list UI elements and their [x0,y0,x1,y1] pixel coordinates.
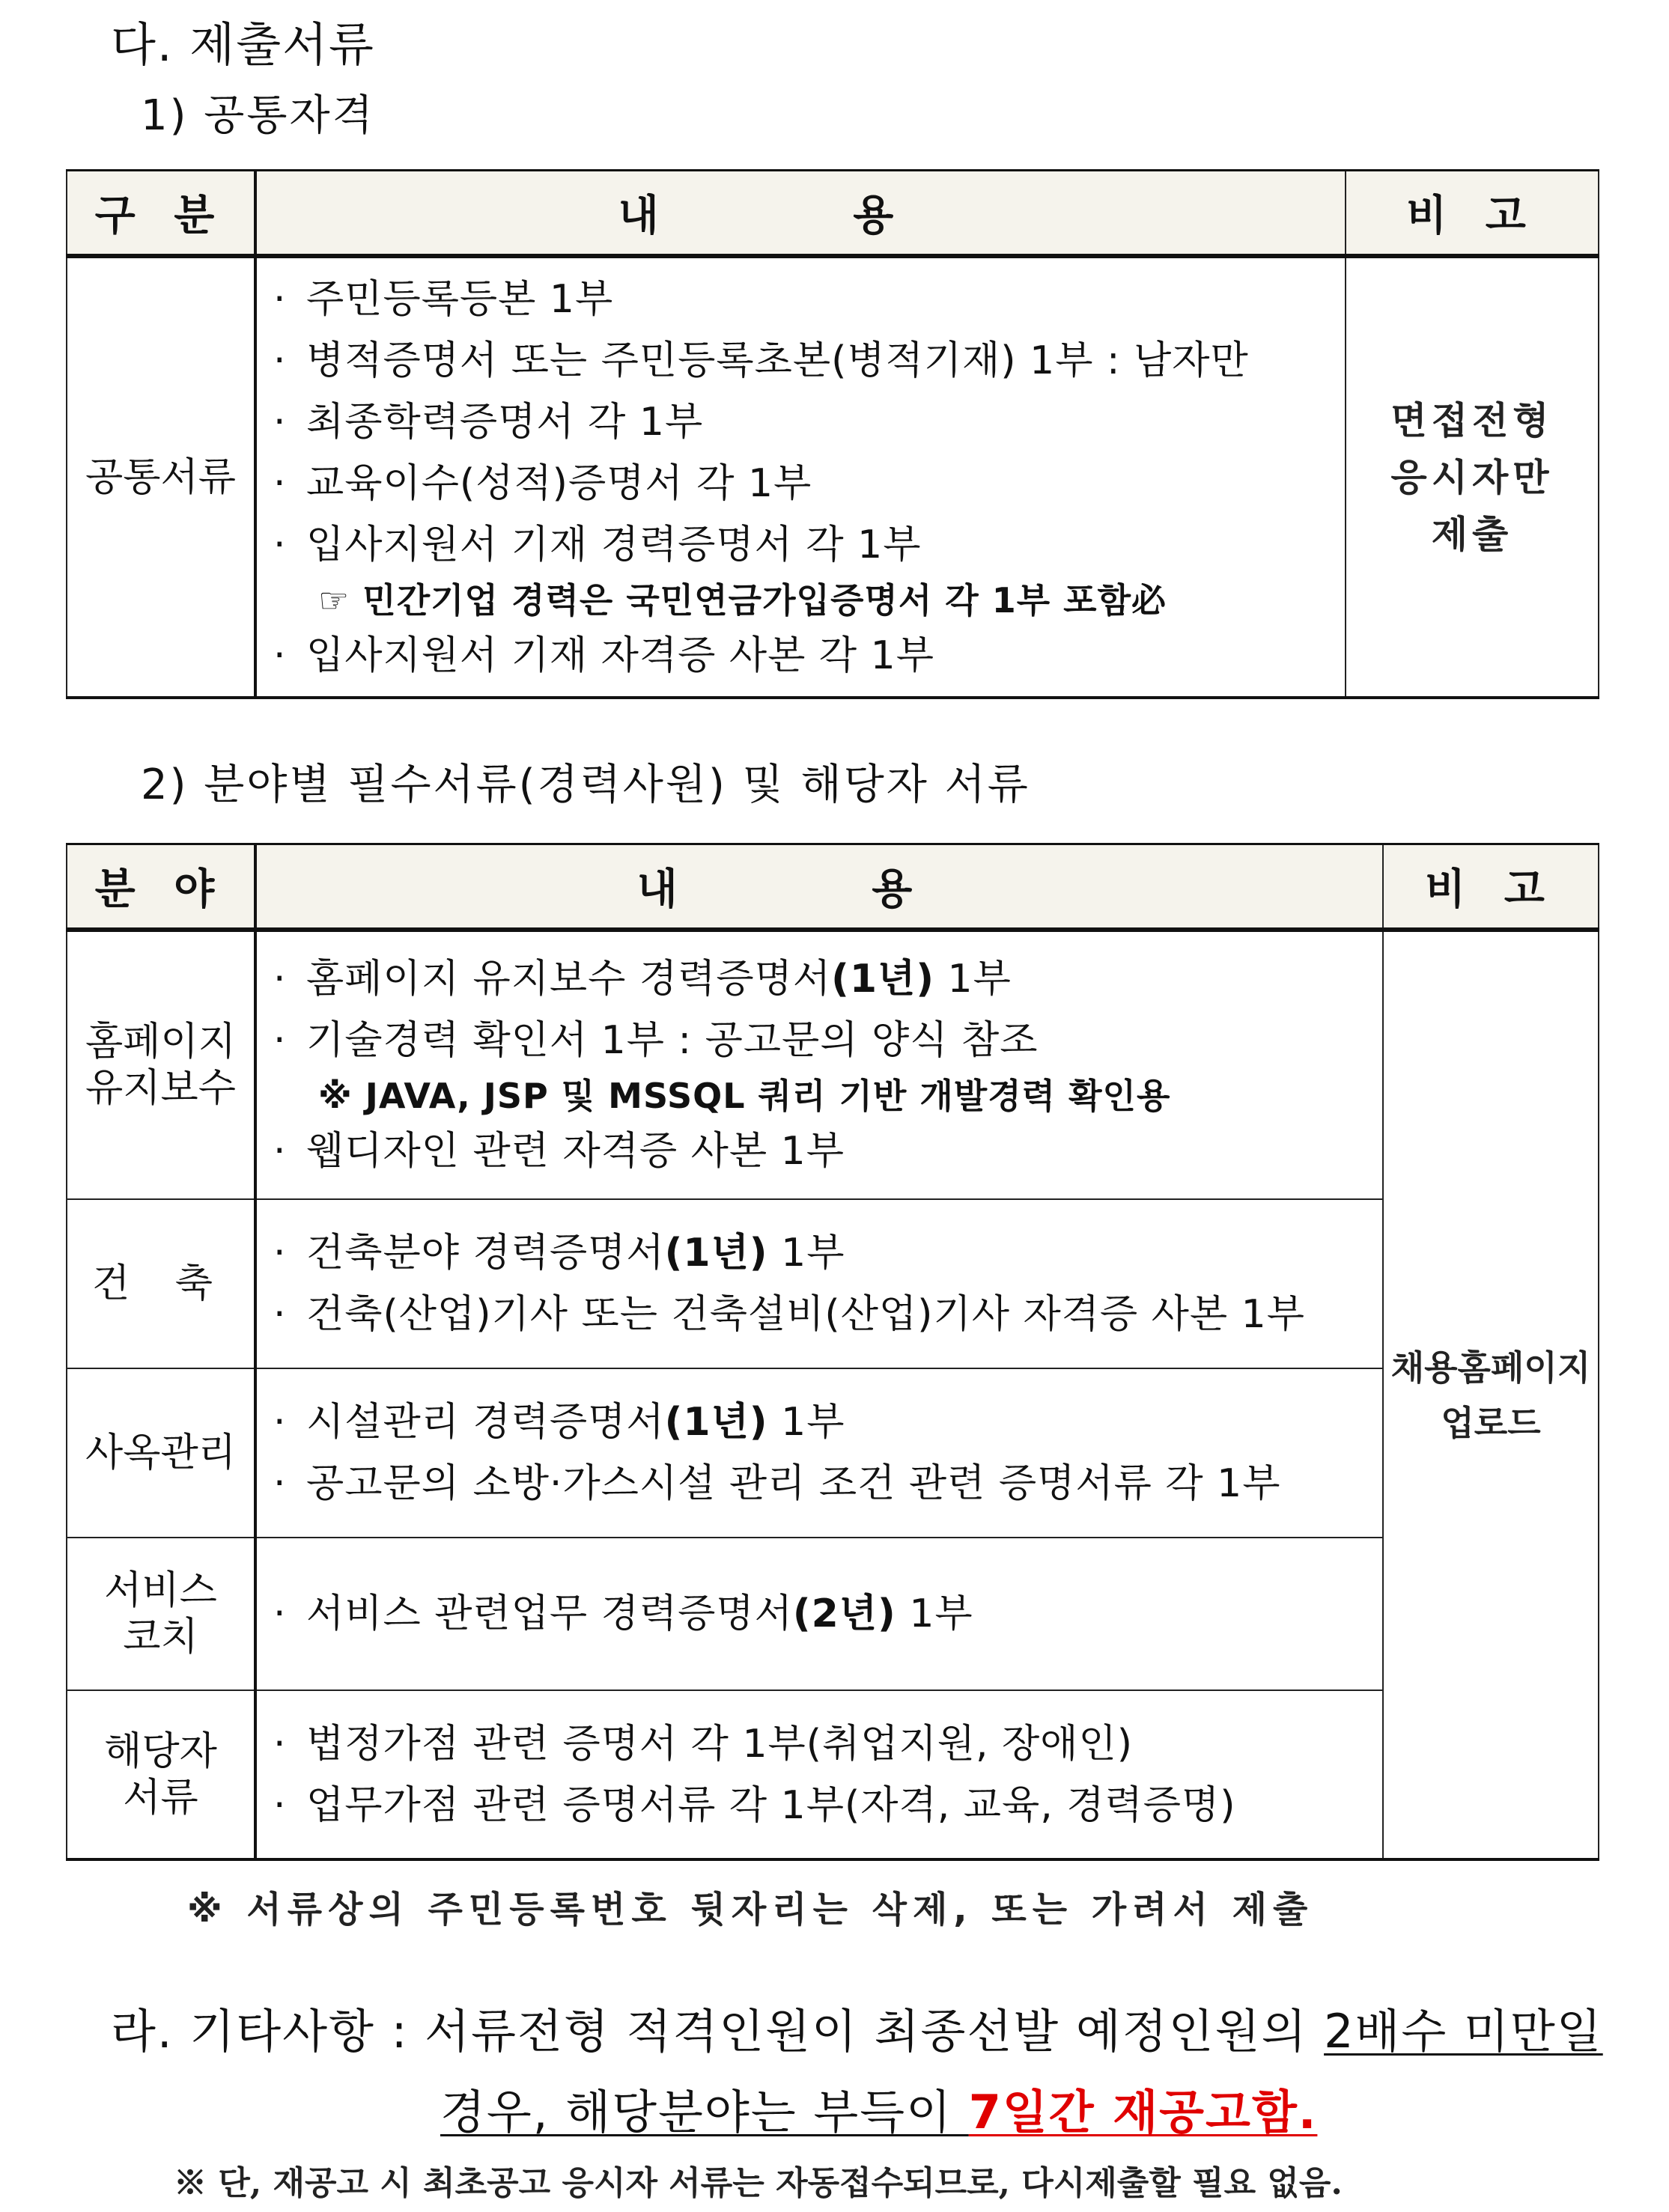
list-item [273,514,1325,576]
item-text: 입사지원서 기재 자격증 사본 각 1부 [306,633,934,678]
item-text: 시설관리 경력증명서 [306,1400,665,1445]
item-text: 업무가점 관련 증명서류 각 1부(자격, 교육, 경력증명) [306,1782,1236,1828]
header-remark: 비 고 [1346,171,1599,257]
list-item [273,269,1325,330]
list-item [273,625,1325,686]
list-item [273,1583,1363,1645]
bullet: · [273,1721,287,1767]
remark-cell [1383,930,1599,1859]
category-label: 건 축 [92,1261,229,1306]
item-period: (1년) [831,957,935,1002]
item-text: 건축분야 경력증명서 [306,1231,665,1276]
list-item [273,330,1325,391]
list-item [273,1010,1363,1071]
bullet: · [273,399,287,445]
bullet: · [273,460,287,506]
item-count: 1부 [767,1231,845,1276]
bullet: · [273,522,287,567]
bullet: · [273,633,287,678]
list-item [273,1121,1363,1182]
category-cell [67,256,255,698]
item-text: 공고문의 소방·가스시설 관리 조건 관련 증명서류 각 1부 [306,1461,1281,1506]
item-text: 최종학력증명서 각 1부 [306,399,704,445]
header-field: 분 야 [67,844,255,930]
item-text: 법정가점 관련 증명서 각 1부(취업지원, 장애인) [306,1721,1134,1767]
category-cell [67,930,255,1199]
category-label: 공통서류 [85,454,236,500]
list-item [273,1775,1363,1836]
table-row [67,1538,1599,1690]
category-label: 사옥관리 [85,1431,236,1475]
category-cell [67,1199,255,1368]
section-title-submission: 다. 제출서류 [111,17,375,72]
bullet: · [273,1591,287,1636]
item-text: 주민등록등본 1부 [306,276,614,322]
list-item [273,391,1325,453]
other-matters-text: 라. 기타사항 : 서류전형 적격인원이 최종선발 예정인원의 [111,2004,1325,2059]
item-text: 서비스 관련업무 경력증명서 [306,1591,793,1636]
other-matters-line1 [111,1994,1603,2061]
table-header-row [67,844,1599,930]
item-period: (2년) [792,1591,896,1636]
common-documents-table [66,169,1599,699]
header-content: 내 용 [255,844,1383,930]
remark-line: 채용홈페이지 [1390,1347,1591,1388]
table-row [67,930,1599,1199]
list-item [273,1713,1363,1775]
underlined-text: 경우, 해당분야는 부득이 [440,2085,969,2139]
remark-line: 업로드 [1441,1402,1541,1443]
content-cell [255,930,1383,1199]
category-label: 서류 [123,1775,198,1821]
item-period: (1년) [664,1231,768,1276]
remark-line: 면접전형 [1390,398,1554,442]
category-label: 코치 [123,1615,198,1660]
item-text: 기술경력 확인서 1부 : 공고문의 양식 참조 [306,1018,1039,1063]
bullet: · [273,276,287,322]
bullet: · [273,1231,287,1276]
item-text: 건축(산업)기사 또는 건축설비(산업)기사 자격증 사본 1부 [306,1292,1305,1337]
item-period: (1년) [664,1400,768,1445]
category-label: 해당자 [104,1728,217,1774]
content-cell [255,1690,1383,1859]
header-category: 구 분 [67,171,255,257]
item-text: 병적증명서 또는 주민등록초본(병적기재) 1부 : 남자만 [306,338,1249,383]
table-row [67,1199,1599,1368]
table-header-row [67,171,1599,257]
list-item [273,1392,1363,1453]
category-label: 홈페이지 [85,1020,236,1064]
item-text: 교육이수(성적)증명서 각 1부 [306,460,812,506]
item-text: 홈페이지 유지보수 경력증명서 [306,957,832,1002]
remark-line: 응시자만 [1390,455,1554,499]
content-cell [255,1368,1383,1538]
item-text: 웹디자인 관련 자격증 사본 1부 [306,1129,845,1174]
list-item [273,1453,1363,1514]
dev-experience-note: ※ JAVA, JSP 및 MSSQL 쿼리 기반 개발경력 확인용 [318,1076,1171,1116]
bullet: · [273,1018,287,1063]
content-cell [255,256,1346,698]
item-count: 1부 [767,1400,845,1445]
content-cell [255,1538,1383,1690]
category-label: 유지보수 [85,1066,236,1111]
bullet: · [273,957,287,1002]
list-item [273,1284,1363,1345]
item-count: 1부 [896,1591,973,1636]
re-announcement-note: ※ 단, 재공고 시 최초공고 응시자 서류는 자동접수되므로, 다시제출할 필요 없음. [174,2164,1343,2202]
item-count: 1부 [934,957,1012,1002]
category-cell [67,1690,255,1859]
privacy-footnote: ※ 서류상의 주민등록번호 뒷자리는 삭제, 또는 가려서 제출 [187,1889,1314,1931]
category-cell [67,1368,255,1538]
list-item [273,948,1363,1010]
bullet: · [273,338,287,383]
header-remark: 비 고 [1383,844,1599,930]
bullet: · [273,1292,287,1337]
content-cell [255,1199,1383,1368]
list-item [273,453,1325,514]
pension-note: ☞ 민간기업 경력은 국민연금가입증명서 각 1부 포함必 [318,579,1167,621]
item-text: 입사지원서 기재 경력증명서 각 1부 [306,522,922,567]
category-cell [67,1538,255,1690]
table-row [67,1690,1599,1859]
bullet: · [273,1129,287,1174]
list-item [273,1222,1363,1284]
category-label: 서비스 [104,1568,217,1613]
re-announcement-highlight: 7일간 재공고함. [968,2085,1318,2139]
remark-cell [1346,256,1599,698]
bullet: · [273,1461,287,1506]
table-row [67,256,1599,698]
subsection-common-qualification: 1) 공통자격 [141,91,375,140]
other-matters-line2 [440,2075,1317,2142]
bullet: · [273,1400,287,1445]
field-documents-table [66,843,1599,1861]
table-row [67,1368,1599,1538]
bullet: · [273,1782,287,1828]
underlined-text: 2배수 미만일 [1324,2004,1603,2059]
header-content: 내 용 [255,171,1346,257]
subsection-field-documents: 2) 분야별 필수서류(경력사원) 및 해당자 서류 [141,761,1030,809]
remark-line: 제출 [1431,512,1513,556]
